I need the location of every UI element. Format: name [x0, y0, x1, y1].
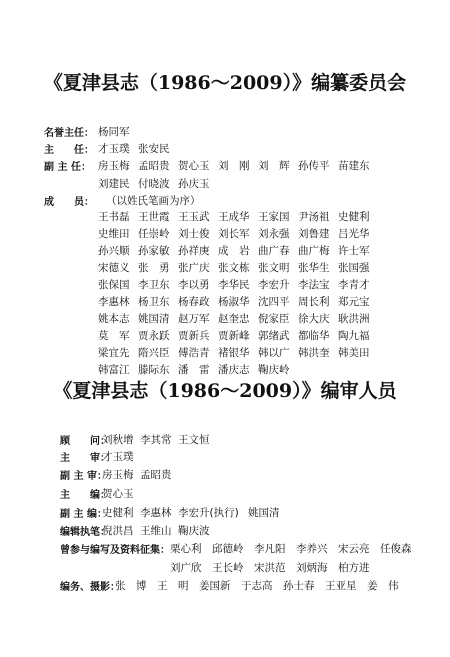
- editors-row-label: 副 主 编：: [60, 509, 107, 520]
- editors-row-label: 主 编：: [60, 490, 110, 501]
- committee-member-name: 褚银华: [218, 347, 250, 359]
- committee-member-name: 郑元宝: [338, 296, 370, 308]
- committee-member-name: 张 勇: [138, 262, 170, 274]
- committee-member-name: 张华生: [298, 262, 330, 274]
- committee-member-name: 李华民: [218, 279, 250, 291]
- committee-member-name: 刘士俊: [178, 228, 210, 240]
- committee-member-name: 张广庆: [178, 262, 210, 274]
- committee-member-name: 陶九福: [338, 330, 370, 342]
- committee-member-name: 杨淑华: [218, 296, 250, 308]
- committee-member-name: 徐大庆: [298, 313, 330, 325]
- editors-member-name: 鞠庆波: [178, 525, 210, 537]
- committee-member-name: 成 岩: [218, 245, 250, 257]
- committee-member-name: 尹汤祖: [298, 211, 330, 223]
- editors-row-label: 副 主 审：: [60, 471, 107, 482]
- editors-member-name: 于志高: [241, 580, 273, 592]
- committee-member-name: 才玉璞: [98, 143, 130, 155]
- committee-member-name: 韩美田: [338, 347, 370, 359]
- committee-member-name: 周长利: [298, 296, 330, 308]
- committee-member-name: 赵奎忠: [218, 313, 250, 325]
- committee-member-name: 潘 雷: [178, 364, 210, 376]
- committee-row-label: 成 员：: [44, 197, 94, 208]
- committee-member-name: 孙兴顺: [98, 245, 130, 257]
- committee-member-name: 贺心玉: [178, 160, 210, 172]
- committee-member-name: 杨卫东: [138, 296, 170, 308]
- committee-member-name: 韩以广: [258, 347, 290, 359]
- editors-title: 《夏津县志（1986～2009）》编审人员: [53, 380, 397, 402]
- committee-member-name: 韩富江: [98, 364, 130, 376]
- committee-member-name: 刘 辉: [258, 160, 290, 172]
- committee-member-name: 张保国: [98, 279, 130, 291]
- committee-member-name: 王世霞: [138, 211, 170, 223]
- committee-member-name: 韩洪奎: [298, 347, 330, 359]
- editors-member-name: 王文恒: [178, 434, 210, 446]
- committee-member-name: 潘庆志: [218, 364, 250, 376]
- committee-member-name: 贾新峰: [218, 330, 250, 342]
- editors-row-label: 编辑执笔：: [60, 527, 110, 538]
- committee-member-name: 刘永强: [258, 228, 290, 240]
- editors-member-name: 李其常: [140, 434, 172, 446]
- committee-row-label: 副 主 任：: [44, 162, 91, 173]
- editors-member-name: 王长岭: [212, 562, 244, 574]
- committee-member-name: 曲广梅: [298, 245, 330, 257]
- committee-member-name: 孙家敏: [138, 245, 170, 257]
- editors-member-name: 贺心玉: [102, 488, 134, 500]
- editors-row-label: 曾参与编写及资料征集：: [60, 545, 170, 556]
- committee-member-name: 李卫东: [138, 279, 170, 291]
- committee-member-name: 张国强: [338, 262, 370, 274]
- editors-member-name: 李惠林: [140, 507, 172, 519]
- committee-member-name: 张安民: [138, 143, 170, 155]
- committee-member-name: 房玉梅: [98, 160, 130, 172]
- editors-member-name: 宋洪范: [254, 562, 286, 574]
- committee-member-name: 姚国清: [138, 313, 170, 325]
- committee-member-name: 李以勇: [178, 279, 210, 291]
- committee-member-name: 李宏升: [258, 279, 290, 291]
- committee-member-name: 孟昭贵: [138, 160, 170, 172]
- committee-member-name: 苗建东: [338, 160, 370, 172]
- committee-member-name: 刘 刚: [218, 160, 250, 172]
- committee-member-name: 史维田: [98, 228, 130, 240]
- editors-member-name: 宋云亮: [338, 543, 370, 555]
- committee-member-name: 王玉武: [178, 211, 210, 223]
- editors-member-name: 房玉梅: [102, 469, 134, 481]
- editors-row-label: 主 审：: [60, 453, 110, 464]
- editors-member-name: 王亚星: [325, 580, 357, 592]
- committee-member-name: 王家国: [258, 211, 290, 223]
- committee-member-name: 吕光华: [338, 228, 370, 240]
- editors-member-name: 才玉璞: [102, 451, 134, 463]
- committee-title: 《夏津县志（1986～2009）》编纂委员会: [43, 72, 407, 94]
- committee-member-name: 任崇岭: [138, 228, 170, 240]
- editors-member-name: 张 博: [115, 580, 147, 592]
- committee-member-name: 杨同军: [98, 126, 130, 138]
- committee-member-name: 郭绪武: [258, 330, 290, 342]
- committee-member-name: 刘长军: [218, 228, 250, 240]
- editors-member-name: 柏方进: [338, 562, 370, 574]
- editors-member-name: 刘炳海: [296, 562, 328, 574]
- committee-member-name: 曲广春: [258, 245, 290, 257]
- committee-member-name: 王成华: [218, 211, 250, 223]
- committee-member-name: （以姓氏笔画为序）: [106, 195, 201, 207]
- committee-member-name: 孙传平: [298, 160, 330, 172]
- editors-member-name: 姜 伟: [367, 580, 399, 592]
- editors-member-name: 王维山: [140, 525, 172, 537]
- committee-member-name: 李惠林: [98, 296, 130, 308]
- committee-member-name: 耿洪洲: [338, 313, 370, 325]
- editors-row-label: 顾 问：: [60, 436, 110, 447]
- committee-member-name: 沈四平: [258, 296, 290, 308]
- committee-member-name: 傅浩青: [178, 347, 210, 359]
- editors-row-label: 编务、摄影：: [60, 582, 120, 593]
- committee-member-name: 史健利: [338, 211, 370, 223]
- committee-member-name: 许士军: [338, 245, 370, 257]
- committee-member-name: 刘建民: [98, 178, 130, 190]
- committee-member-name: 倪家臣: [258, 313, 290, 325]
- committee-member-name: 李青才: [338, 279, 370, 291]
- committee-member-name: 付晓波: [138, 178, 170, 190]
- editors-member-name: 邱德岭: [212, 543, 244, 555]
- committee-member-name: 孙庆玉: [178, 178, 210, 190]
- editors-member-name: 孟昭贵: [140, 469, 172, 481]
- committee-member-name: 宋德义: [98, 262, 130, 274]
- committee-member-name: 孙祥庚: [178, 245, 210, 257]
- editors-member-name: 李养兴: [296, 543, 328, 555]
- committee-row-label: 名誉主任：: [44, 128, 94, 139]
- committee-member-name: 梁宜先: [98, 347, 130, 359]
- editors-member-name: 史健利: [102, 507, 134, 519]
- committee-member-name: 贾新兵: [178, 330, 210, 342]
- editors-member-name: 王 明: [157, 580, 189, 592]
- committee-member-name: 赵万军: [178, 313, 210, 325]
- editors-member-name: 栗心利: [170, 543, 202, 555]
- editors-member-name: 姚国清: [248, 507, 280, 519]
- committee-member-name: 鞠庆岭: [258, 364, 290, 376]
- editors-member-name: 李凡阳: [254, 543, 286, 555]
- editors-member-name: 倪洪昌: [102, 525, 134, 537]
- editors-member-name: 姜国新: [199, 580, 231, 592]
- committee-member-name: 李法宝: [298, 279, 330, 291]
- editors-member-name: 刘秋增: [102, 434, 134, 446]
- committee-member-name: 姚本志: [98, 313, 130, 325]
- editors-member-name: 任俊森: [380, 543, 412, 555]
- committee-row-label: 主 任：: [44, 145, 94, 156]
- committee-member-name: 滕际东: [138, 364, 170, 376]
- committee-member-name: 莫 军: [98, 330, 130, 342]
- committee-member-name: 刘鲁建: [298, 228, 330, 240]
- committee-member-name: 张文栋: [218, 262, 250, 274]
- committee-member-name: 都临华: [298, 330, 330, 342]
- editors-member-name: 李宏升(执行): [178, 507, 239, 519]
- committee-member-name: 杨春政: [178, 296, 210, 308]
- committee-member-name: 王书磊: [98, 211, 130, 223]
- committee-member-name: 贾永跃: [138, 330, 170, 342]
- editors-member-name: 孙士春: [283, 580, 315, 592]
- editors-member-name: 刘广欣: [170, 562, 202, 574]
- committee-member-name: 张文明: [258, 262, 290, 274]
- committee-member-name: 隋兴臣: [138, 347, 170, 359]
